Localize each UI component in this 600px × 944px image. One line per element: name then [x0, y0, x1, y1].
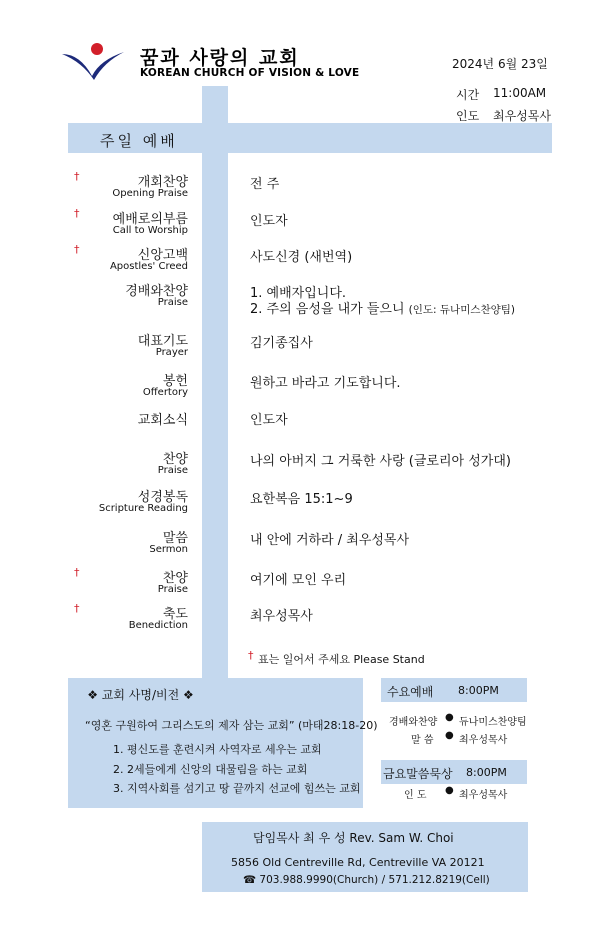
friday-row-label: 인 도: [404, 790, 427, 801]
service-item: [0, 280, 600, 320]
item-value: 요한복음 15:1~9: [250, 492, 353, 507]
item-value: 최우성목사: [250, 609, 313, 624]
wednesday-row-value: 듀나미스찬양팀: [459, 717, 527, 728]
item-english: Prayer: [155, 347, 188, 358]
friday-time: 8:00PM: [466, 766, 507, 779]
item-korean: 경배와찬양: [125, 284, 188, 299]
item-korean: 대표기도: [137, 334, 188, 349]
church-address: 5856 Old Centreville Rd, Centreville VA 20121: [231, 856, 485, 869]
item-korean: 찬양: [162, 452, 188, 467]
item-english: Praise: [157, 465, 188, 476]
item-value: 전 주: [250, 177, 280, 192]
mission-item: 1. 평신도를 훈련시켜 사역자로 세우는 교회: [113, 743, 322, 756]
cross-icon: †: [74, 170, 80, 183]
item-value: 여기에 모인 우리: [250, 573, 347, 588]
wednesday-time: 8:00PM: [458, 684, 499, 697]
item-value: 1. 예배자입니다.: [250, 286, 347, 301]
item-english: Scripture Reading: [98, 503, 188, 514]
wednesday-title: 수요예배: [387, 685, 434, 699]
service-item: [0, 208, 600, 242]
service-title: 주일 예배: [100, 132, 178, 150]
service-date: 2024년 6월 23일: [452, 57, 548, 71]
service-item: [0, 330, 600, 364]
item-english: Offertory: [142, 387, 188, 398]
item-value-note: (인도: 듀나미스찬양팀): [408, 304, 516, 316]
friday-row-value: 최우성목사: [459, 790, 508, 801]
service-item: [0, 244, 600, 278]
item-korean: 축도: [162, 607, 188, 622]
item-korean: 교회소식: [137, 413, 188, 428]
friday-title: 금요말씀묵상: [383, 767, 453, 781]
stand-note: 표는 일어서 주세요 Please Stand: [258, 653, 425, 666]
bullet-dot-icon: ●: [445, 785, 454, 796]
mission-title: ❖ 교회 사명/비전 ❖: [87, 688, 194, 702]
service-item: [0, 448, 600, 482]
time-value: 11:00AM: [493, 86, 547, 100]
service-item: [0, 486, 600, 520]
logo-icon: [60, 42, 126, 82]
mission-item: 3. 지역사회를 섬기고 땅 끝까지 선교에 힘쓰는 교회: [113, 782, 361, 795]
item-korean: 찬양: [162, 571, 188, 586]
leader-label: 인도: [456, 109, 480, 123]
phone-numbers: ☎ 703.988.9990(Church) / 571.212.8219(Cell): [243, 874, 490, 886]
service-item: [0, 409, 600, 443]
item-korean: 봉헌: [162, 374, 188, 389]
cross-icon: †: [74, 566, 80, 579]
service-item: [0, 171, 600, 205]
cross-icon: †: [248, 649, 254, 662]
church-name-korean: 꿈과 사랑의 교회: [140, 47, 300, 69]
leader-value: 최우성목사: [493, 109, 551, 123]
item-value-second: [250, 298, 515, 317]
item-value: 김기종집사: [250, 336, 313, 351]
item-english: Apostles' Creed: [109, 261, 188, 272]
church-name-english: KOREAN CHURCH OF VISION & LOVE: [140, 67, 360, 79]
item-korean: 말씀: [162, 531, 188, 546]
item-english: Praise: [157, 584, 188, 595]
cross-icon: †: [74, 207, 80, 220]
item-korean: 개회찬양: [137, 175, 188, 190]
service-item: [0, 527, 600, 561]
bullet-dot-icon: ●: [445, 730, 454, 741]
item-value: 원하고 바라고 기도합니다.: [250, 376, 401, 391]
item-english: Praise: [157, 297, 188, 308]
mission-item: 2. 2세들에게 신앙의 대물림을 하는 교회: [113, 763, 308, 776]
wednesday-row-label: 경배와찬양: [389, 717, 438, 728]
service-item: [0, 603, 600, 637]
item-value: 사도신경 (새번역): [250, 250, 353, 265]
pastor-name: 담임목사 최 우 성 Rev. Sam W. Choi: [253, 831, 454, 845]
item-english: Benediction: [128, 620, 188, 631]
item-value: 인도자: [250, 413, 288, 428]
item-korean: 예배로의부름: [112, 212, 188, 227]
cross-icon: †: [74, 243, 80, 256]
cross-icon: †: [74, 602, 80, 615]
time-label: 시간: [456, 88, 480, 102]
item-value: 내 안에 거하라 / 최우성목사: [250, 533, 410, 548]
item-value: 인도자: [250, 214, 288, 229]
service-item: [0, 567, 600, 601]
wednesday-row-value: 최우성목사: [459, 735, 508, 746]
item-english: Opening Praise: [112, 188, 188, 199]
item-korean: 신앙고백: [137, 248, 188, 263]
wednesday-row-label: 말 씀: [411, 735, 434, 746]
bullet-dot-icon: ●: [445, 712, 454, 723]
mission-quote: “영혼 구원하여 그리스도의 제자 삼는 교회” (마태28:18-20): [85, 719, 378, 732]
item-english: Call to Worship: [112, 225, 188, 236]
item-english: Sermon: [149, 544, 188, 555]
item-korean: 성경봉독: [137, 490, 188, 505]
item-value-second-text: 2. 주의 음성을 내가 들으니: [250, 302, 405, 317]
service-item: [0, 370, 600, 404]
item-value: 나의 아버지 그 거룩한 사랑 (글로리아 성가대): [250, 454, 511, 469]
